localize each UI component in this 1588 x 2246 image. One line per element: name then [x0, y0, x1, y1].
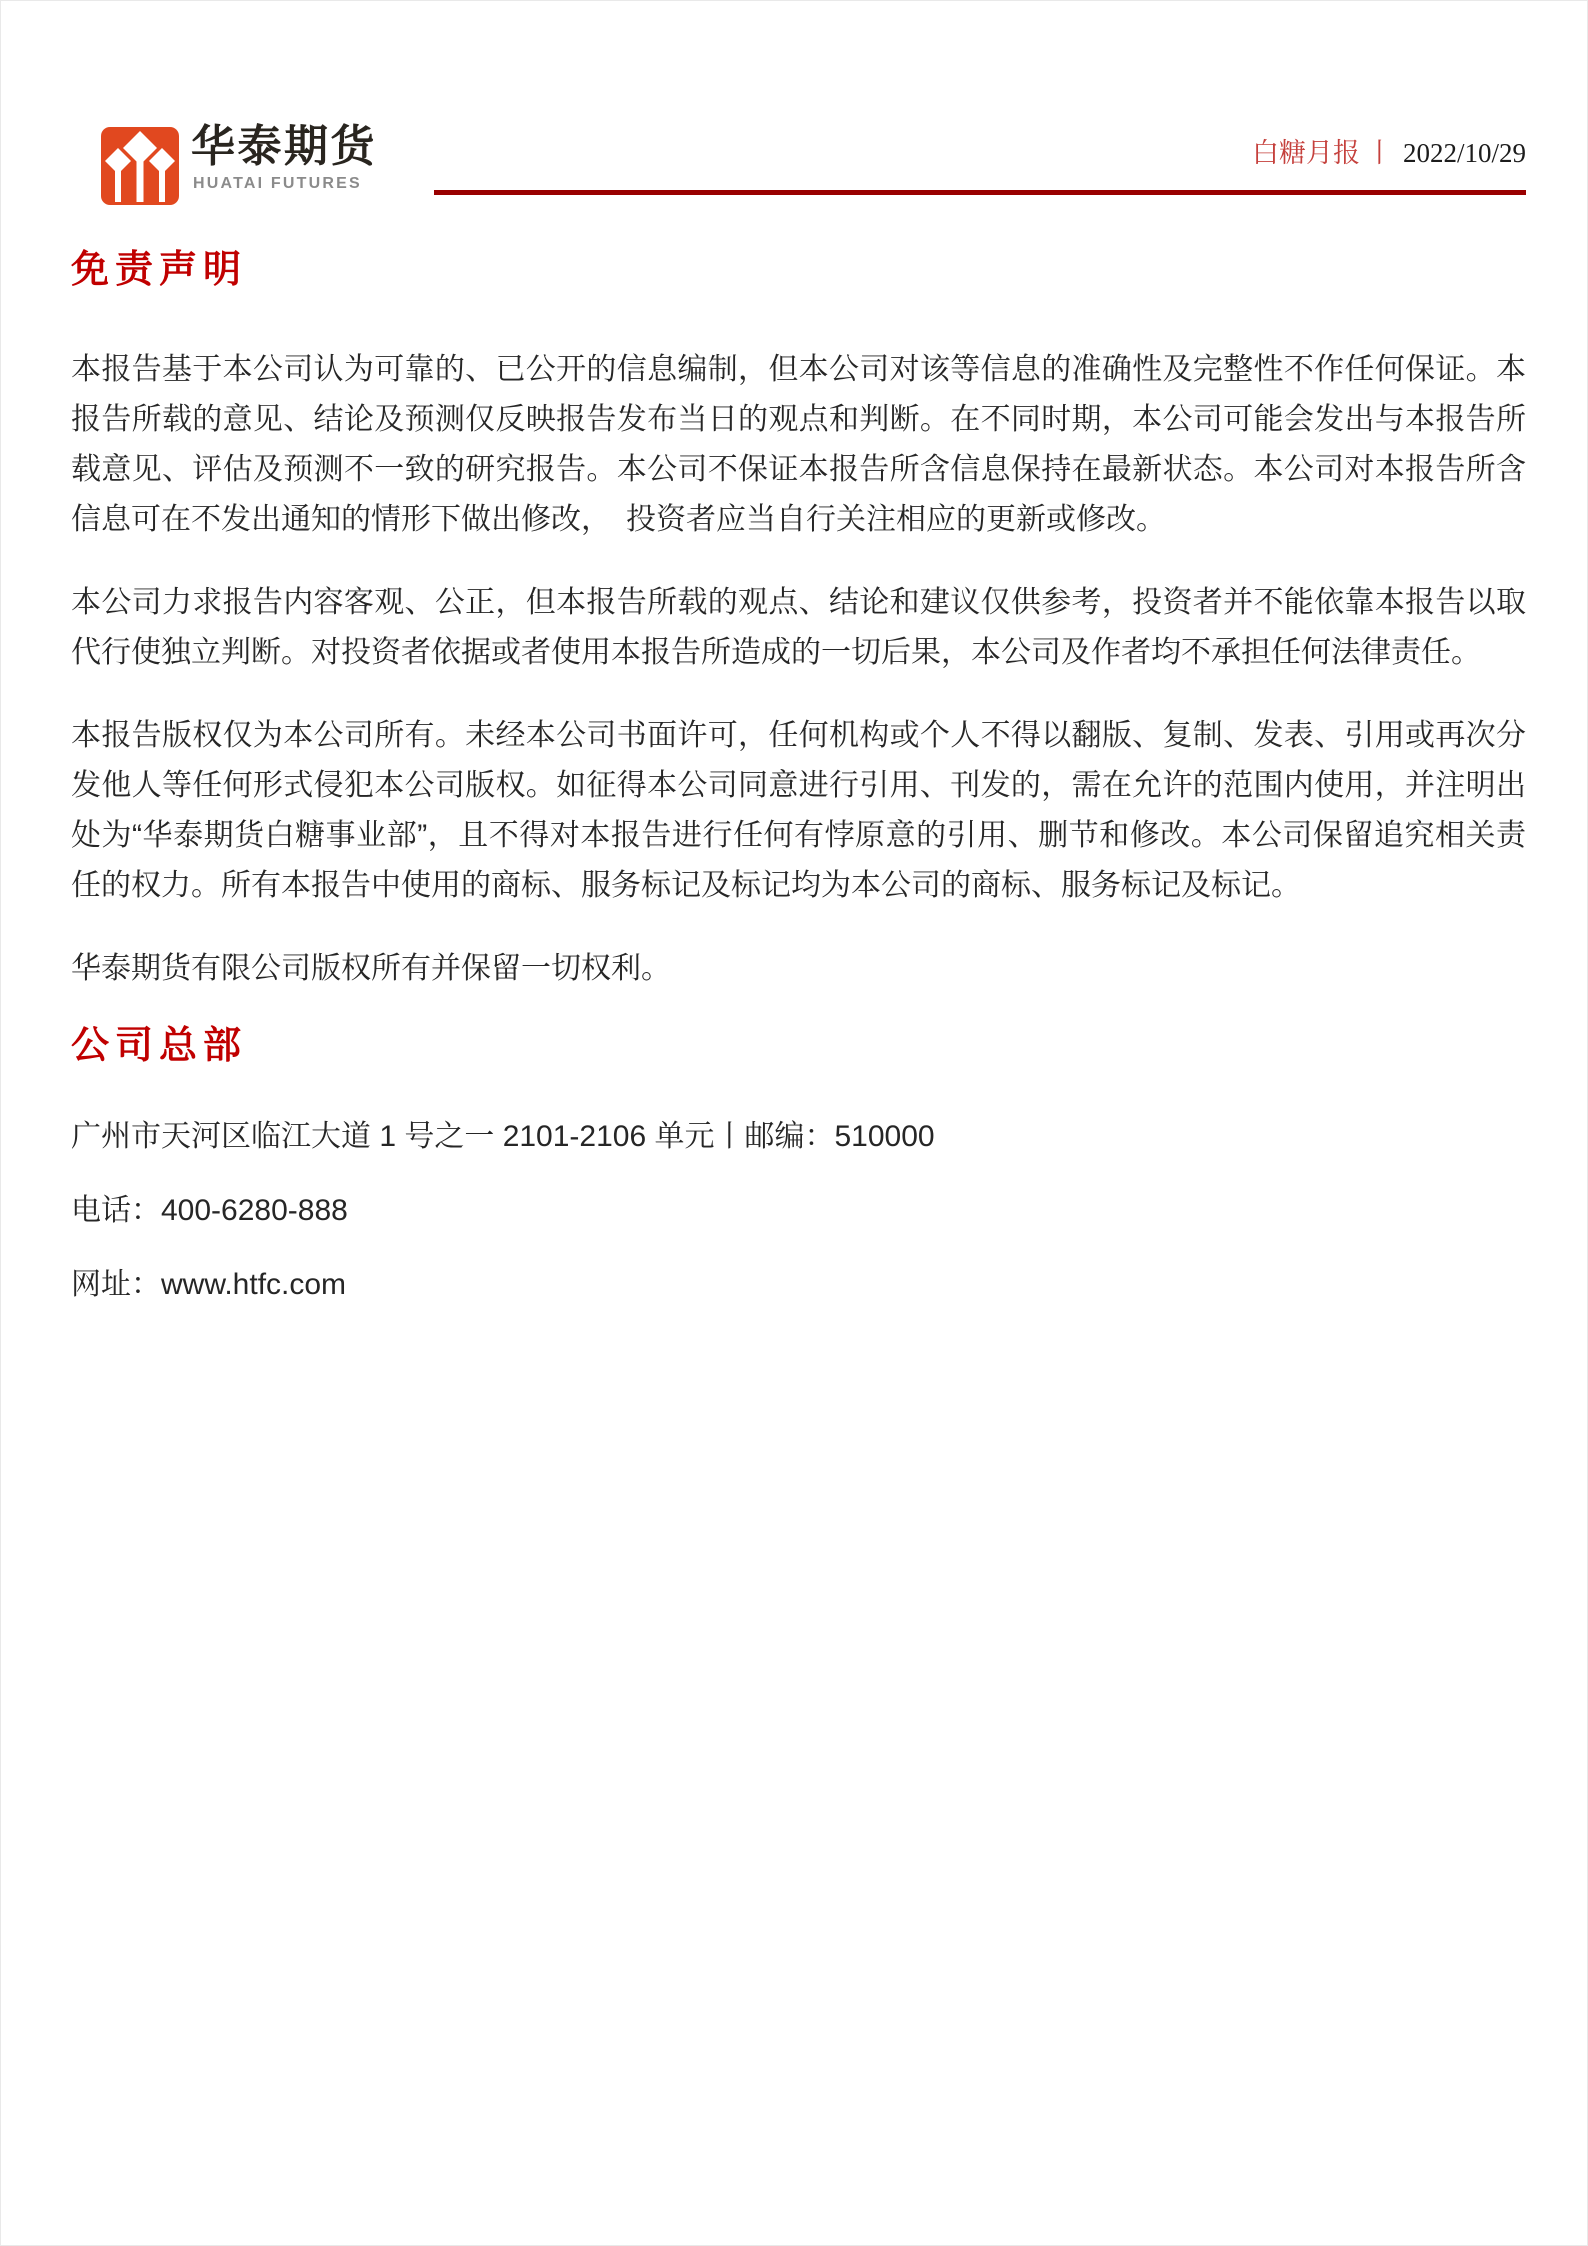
disclaimer-paragraph-2: 本公司力求报告内容客观、公正，但本报告所载的观点、结论和建议仅供参考，投资者并不能依靠本报告以取代行使独立判断。对投资者依据或者使用本报告所造成的一切后果，本公司及作者均不承担任何法律责任。 [71, 585, 1526, 669]
header-divider-bar: 丨 [1365, 138, 1393, 168]
headquarters-title: 公司总部 [71, 1024, 248, 1067]
website-label: 网址： [71, 1267, 161, 1301]
brand-name-english: HUATAI FUTURES [193, 175, 362, 192]
header-report-info [1252, 131, 1526, 170]
phone-number: 400-6280-888 [161, 1193, 348, 1227]
disclaimer-paragraph-4: 华泰期货有限公司版权所有并保留一切权利。 [71, 951, 671, 985]
headquarters-address: 广州市天河区临江大道 1 号之一 2101-2106 单元丨邮编：510000 [71, 1119, 935, 1153]
disclaimer-paragraph-1: 本报告基于本公司认为可靠的、已公开的信息编制，但本公司对该等信息的准确性及完整性不作任何保证。本报告所载的意见、结论及预测仅反映报告发布当日的观点和判断。在不同时期，本公司可能会发出与本报告所载意见、评估及预测不一致的研究报告。本公司不保证本报告所含信息保持在最新状态。本公司对本报告所含信息可在不发出通知的情形下做出修改， 投资者应当自行关注相应的更新或修改。 [71, 352, 1526, 536]
headquarters-phone-line [71, 1195, 1526, 1227]
disclaimer-title: 免责声明 [71, 249, 248, 291]
report-date: 2022/10/29 [1402, 138, 1526, 168]
headquarters-website-line [71, 1269, 1526, 1301]
report-type-label: 白糖月报 [1251, 138, 1360, 168]
phone-label: 电话： [71, 1193, 161, 1227]
header-rule-line [434, 190, 1526, 195]
page-content [71, 251, 1526, 1343]
disclaimer-paragraph-3: 本报告版权仅为本公司所有。未经本公司书面许可，任何机构或个人不得以翻版、复制、发表、引用或再次分发他人等任何形式侵犯本公司版权。如征得本公司同意进行引用、刊发的，需在允许的范围内使用，并注明出处为“华泰期货白糖事业部”，且不得对本报告进行任何有悖原意的引用、删节和修改。本公司保留追究相关责任的权力。所有本报告中使用的商标、服务标记及标记均为本公司的商标、服务标记及标记。 [71, 718, 1526, 902]
website-url: www.htfc.com [161, 1267, 347, 1301]
brand-name-chinese: 华泰期货 [191, 122, 377, 171]
huatai-logo-icon [101, 127, 179, 205]
